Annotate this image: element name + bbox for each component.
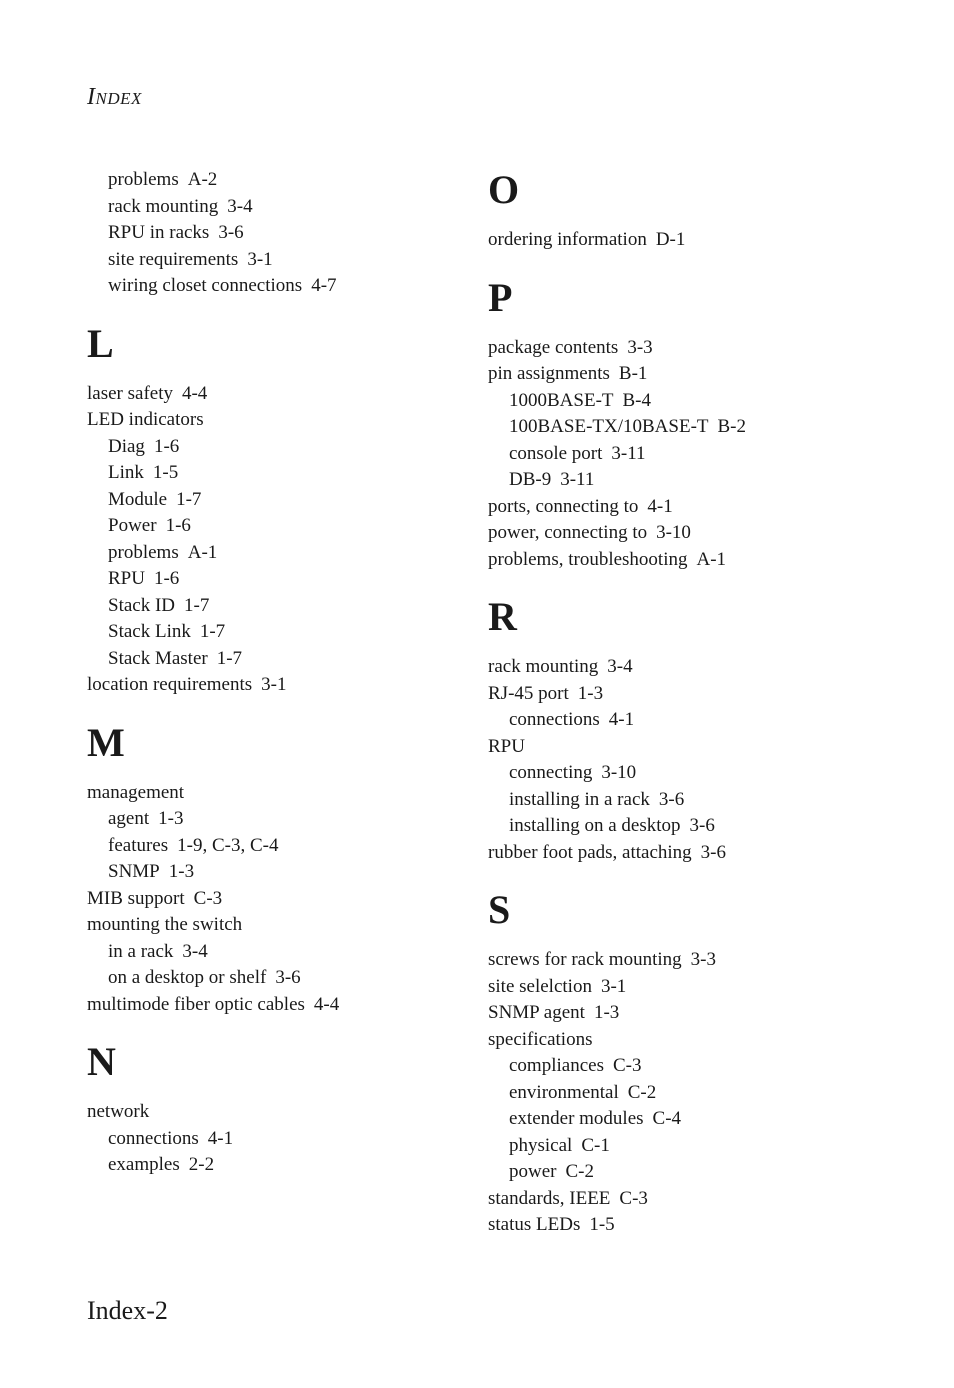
page-reference: 3-3 xyxy=(627,336,653,358)
left-sections xyxy=(87,321,467,1179)
page-reference: 1-5 xyxy=(589,1214,615,1235)
index-term: RPU xyxy=(108,568,145,589)
index-entry xyxy=(87,381,467,408)
index-subentry xyxy=(87,965,467,992)
index-term: environmental xyxy=(509,1081,619,1103)
page-reference: A-1 xyxy=(696,548,727,570)
page-reference: 1-5 xyxy=(152,462,179,483)
page-reference: 3-11 xyxy=(611,442,646,464)
index-term: installing in a rack xyxy=(509,788,650,810)
index-term: problems, troubleshooting xyxy=(488,548,688,570)
index-subentry xyxy=(87,1152,467,1179)
index-subentry xyxy=(87,540,467,567)
index-entry xyxy=(87,407,467,434)
index-term: RJ-45 port xyxy=(488,682,569,704)
index-term: power, connecting to xyxy=(488,522,648,543)
section-letter: S xyxy=(488,887,511,932)
index-term: laser safety xyxy=(87,382,173,404)
index-entry xyxy=(488,734,928,761)
index-subentry xyxy=(488,787,928,814)
index-subentry xyxy=(488,414,928,441)
page-reference: 3-6 xyxy=(689,815,715,836)
index-term: physical xyxy=(509,1134,573,1156)
index-term: MIB support xyxy=(87,887,185,909)
index-term: Module xyxy=(108,488,168,510)
index-term: management xyxy=(87,781,185,803)
page-reference: 3-6 xyxy=(218,222,244,243)
index-subentry xyxy=(87,194,467,221)
index-column-right xyxy=(488,167,928,1239)
index-entry xyxy=(488,974,928,1001)
page-reference: 3-1 xyxy=(600,975,627,997)
running-head: Index xyxy=(87,84,142,110)
index-subentry xyxy=(488,1159,928,1186)
section-letter: N xyxy=(87,1039,116,1084)
index-subentry xyxy=(488,1133,928,1160)
index-subentry xyxy=(488,388,928,415)
page-reference: 3-4 xyxy=(607,656,633,677)
index-subentry xyxy=(87,646,467,673)
index-term: network xyxy=(87,1101,150,1122)
page-reference: B-1 xyxy=(618,363,648,384)
index-entry xyxy=(87,672,467,699)
index-entry xyxy=(488,520,928,547)
page-reference: 4-1 xyxy=(608,709,635,730)
index-subentry xyxy=(488,760,928,787)
page-reference: 3-3 xyxy=(690,949,716,970)
index-term: console port xyxy=(509,442,603,464)
page-reference: 1-7 xyxy=(199,621,226,642)
index-entry xyxy=(488,947,928,974)
page-reference: A-1 xyxy=(187,541,218,563)
index-term: Stack Link xyxy=(108,621,191,642)
index-entry xyxy=(488,1027,928,1054)
index-term: on a desktop or shelf xyxy=(108,967,267,988)
page-reference: 3-11 xyxy=(560,469,595,490)
page-reference: 1-7 xyxy=(184,594,210,616)
index-term: installing on a desktop xyxy=(509,815,681,836)
index-subentry xyxy=(488,1080,928,1107)
index-term: Power xyxy=(108,515,157,536)
page-reference: B-4 xyxy=(622,389,651,411)
index-term: DB-9 xyxy=(509,469,552,490)
index-term: site selelction xyxy=(488,975,592,997)
section-letter: M xyxy=(87,719,125,765)
continued-entries xyxy=(87,167,467,300)
index-term: screws for rack mounting xyxy=(488,949,682,970)
index-entry xyxy=(87,780,467,807)
page-reference: 4-4 xyxy=(313,993,340,1015)
page-reference: C-2 xyxy=(565,1161,594,1182)
index-term: Stack ID xyxy=(108,594,176,616)
page-reference: 1-3 xyxy=(158,808,184,829)
page-reference: 1-9, C-3, C-4 xyxy=(177,834,279,856)
index-entry xyxy=(87,912,467,939)
index-subentry xyxy=(87,513,467,540)
index-subentry xyxy=(87,619,467,646)
index-term: connections xyxy=(509,709,600,730)
index-term: standards, IEEE xyxy=(488,1187,611,1209)
page-reference: 3-10 xyxy=(656,522,691,543)
page-reference: 1-3 xyxy=(168,861,195,882)
index-term: LED indicators xyxy=(87,409,204,430)
section-letter: R xyxy=(488,594,517,639)
index-term: rack mounting xyxy=(108,195,219,217)
index-subentry xyxy=(87,566,467,593)
index-entry xyxy=(488,1212,928,1239)
index-subentry xyxy=(488,467,928,494)
page-reference: 3-6 xyxy=(275,967,301,988)
index-term: mounting the switch xyxy=(87,914,243,935)
page-reference: 1-3 xyxy=(593,1002,620,1023)
index-subentry xyxy=(87,247,467,274)
page-reference: C-4 xyxy=(652,1108,682,1129)
page-reference: 3-4 xyxy=(182,940,208,962)
index-term: 100BASE-TX/10BASE-T xyxy=(509,416,709,437)
index-subentry xyxy=(87,487,467,514)
index-subentry xyxy=(488,1053,928,1080)
index-term: in a rack xyxy=(108,940,174,962)
index-subentry xyxy=(87,859,467,886)
index-term: extender modules xyxy=(509,1108,644,1129)
index-subentry xyxy=(87,220,467,247)
index-subentry xyxy=(488,441,928,468)
page-reference: 3-4 xyxy=(227,195,253,217)
page-reference: 3-1 xyxy=(247,248,273,270)
page-reference: 2-2 xyxy=(188,1154,215,1175)
index-term: location requirements xyxy=(87,674,253,695)
index-term: Stack Master xyxy=(108,647,208,669)
index-term: problems xyxy=(108,169,179,190)
index-term: ports, connecting to xyxy=(488,495,639,517)
index-subentry xyxy=(488,813,928,840)
index-entry xyxy=(488,547,928,574)
index-term: SNMP agent xyxy=(488,1002,585,1023)
page-reference: C-3 xyxy=(193,887,223,909)
index-subentry xyxy=(87,939,467,966)
index-term: multimode fiber optic cables xyxy=(87,993,305,1015)
section-letter: P xyxy=(488,274,513,320)
page-reference: 4-1 xyxy=(207,1127,234,1149)
page-reference: 4-7 xyxy=(311,275,337,296)
page-reference: C-2 xyxy=(627,1081,657,1103)
index-term: pin assignments xyxy=(488,363,610,384)
index-term: compliances xyxy=(509,1055,604,1076)
index-term: connections xyxy=(108,1127,199,1149)
index-entry xyxy=(488,840,928,867)
page-reference: 1-6 xyxy=(153,568,180,589)
index-term: rubber foot pads, attaching xyxy=(488,841,692,863)
section-letter: O xyxy=(488,167,520,212)
index-subentry xyxy=(87,806,467,833)
page-number: Index-2 xyxy=(87,1296,168,1325)
page-reference: 1-6 xyxy=(153,435,180,457)
index-subentry xyxy=(87,273,467,300)
page-reference: 4-4 xyxy=(181,382,208,404)
index-entry xyxy=(488,227,928,254)
section-letter: L xyxy=(87,320,114,366)
index-term: site requirements xyxy=(108,248,239,270)
index-term: Link xyxy=(108,462,144,483)
index-entry xyxy=(488,1186,928,1213)
page-reference: 1-3 xyxy=(577,682,604,704)
index-entry xyxy=(87,992,467,1019)
index-term: problems xyxy=(108,541,179,563)
index-entry xyxy=(87,886,467,913)
index-term: RPU in racks xyxy=(108,222,210,243)
page-reference: C-3 xyxy=(619,1187,648,1209)
index-term: package contents xyxy=(488,336,619,358)
page-reference: B-2 xyxy=(717,416,746,437)
page-reference: C-1 xyxy=(581,1134,610,1156)
index-term: status LEDs xyxy=(488,1214,581,1235)
page-reference: 3-6 xyxy=(700,841,726,863)
index-term: examples xyxy=(108,1154,180,1175)
page-reference: 4-1 xyxy=(647,495,673,517)
index-entry xyxy=(488,335,928,362)
index-subentry xyxy=(87,434,467,461)
index-entry xyxy=(87,1099,467,1126)
index-term: rack mounting xyxy=(488,656,599,677)
index-entry xyxy=(488,361,928,388)
page-reference: 1-7 xyxy=(216,647,243,669)
index-term: agent xyxy=(108,808,150,829)
page-reference: 1-6 xyxy=(165,515,191,536)
page-reference: 3-6 xyxy=(658,788,685,810)
index-term: wiring closet connections xyxy=(108,275,303,296)
index-term: 1000BASE-T xyxy=(509,389,614,411)
index-subentry xyxy=(87,460,467,487)
page-reference: C-3 xyxy=(612,1055,642,1076)
page-reference: A-2 xyxy=(187,169,218,190)
index-term: ordering information xyxy=(488,229,647,250)
index-term: power xyxy=(509,1161,557,1182)
index-entry xyxy=(488,494,928,521)
index-term: specifications xyxy=(488,1028,593,1050)
index-subentry xyxy=(87,593,467,620)
index-entry xyxy=(488,1000,928,1027)
index-subentry xyxy=(87,1126,467,1153)
index-subentry xyxy=(87,833,467,860)
index-entry xyxy=(488,654,928,681)
page-reference: 1-7 xyxy=(176,488,202,510)
index-subentry xyxy=(488,707,928,734)
index-subentry xyxy=(87,167,467,194)
index-column-left xyxy=(87,167,467,1179)
page-reference: 3-1 xyxy=(261,674,287,695)
page-reference: D-1 xyxy=(655,229,686,250)
page-reference: 3-10 xyxy=(601,762,637,783)
right-sections xyxy=(488,167,928,1239)
index-term: connecting xyxy=(509,762,593,783)
index-term: RPU xyxy=(488,735,525,757)
index-subentry xyxy=(488,1106,928,1133)
index-entry xyxy=(488,681,928,708)
index-term: Diag xyxy=(108,435,145,457)
index-term: SNMP xyxy=(108,861,160,882)
index-term: features xyxy=(108,834,169,856)
